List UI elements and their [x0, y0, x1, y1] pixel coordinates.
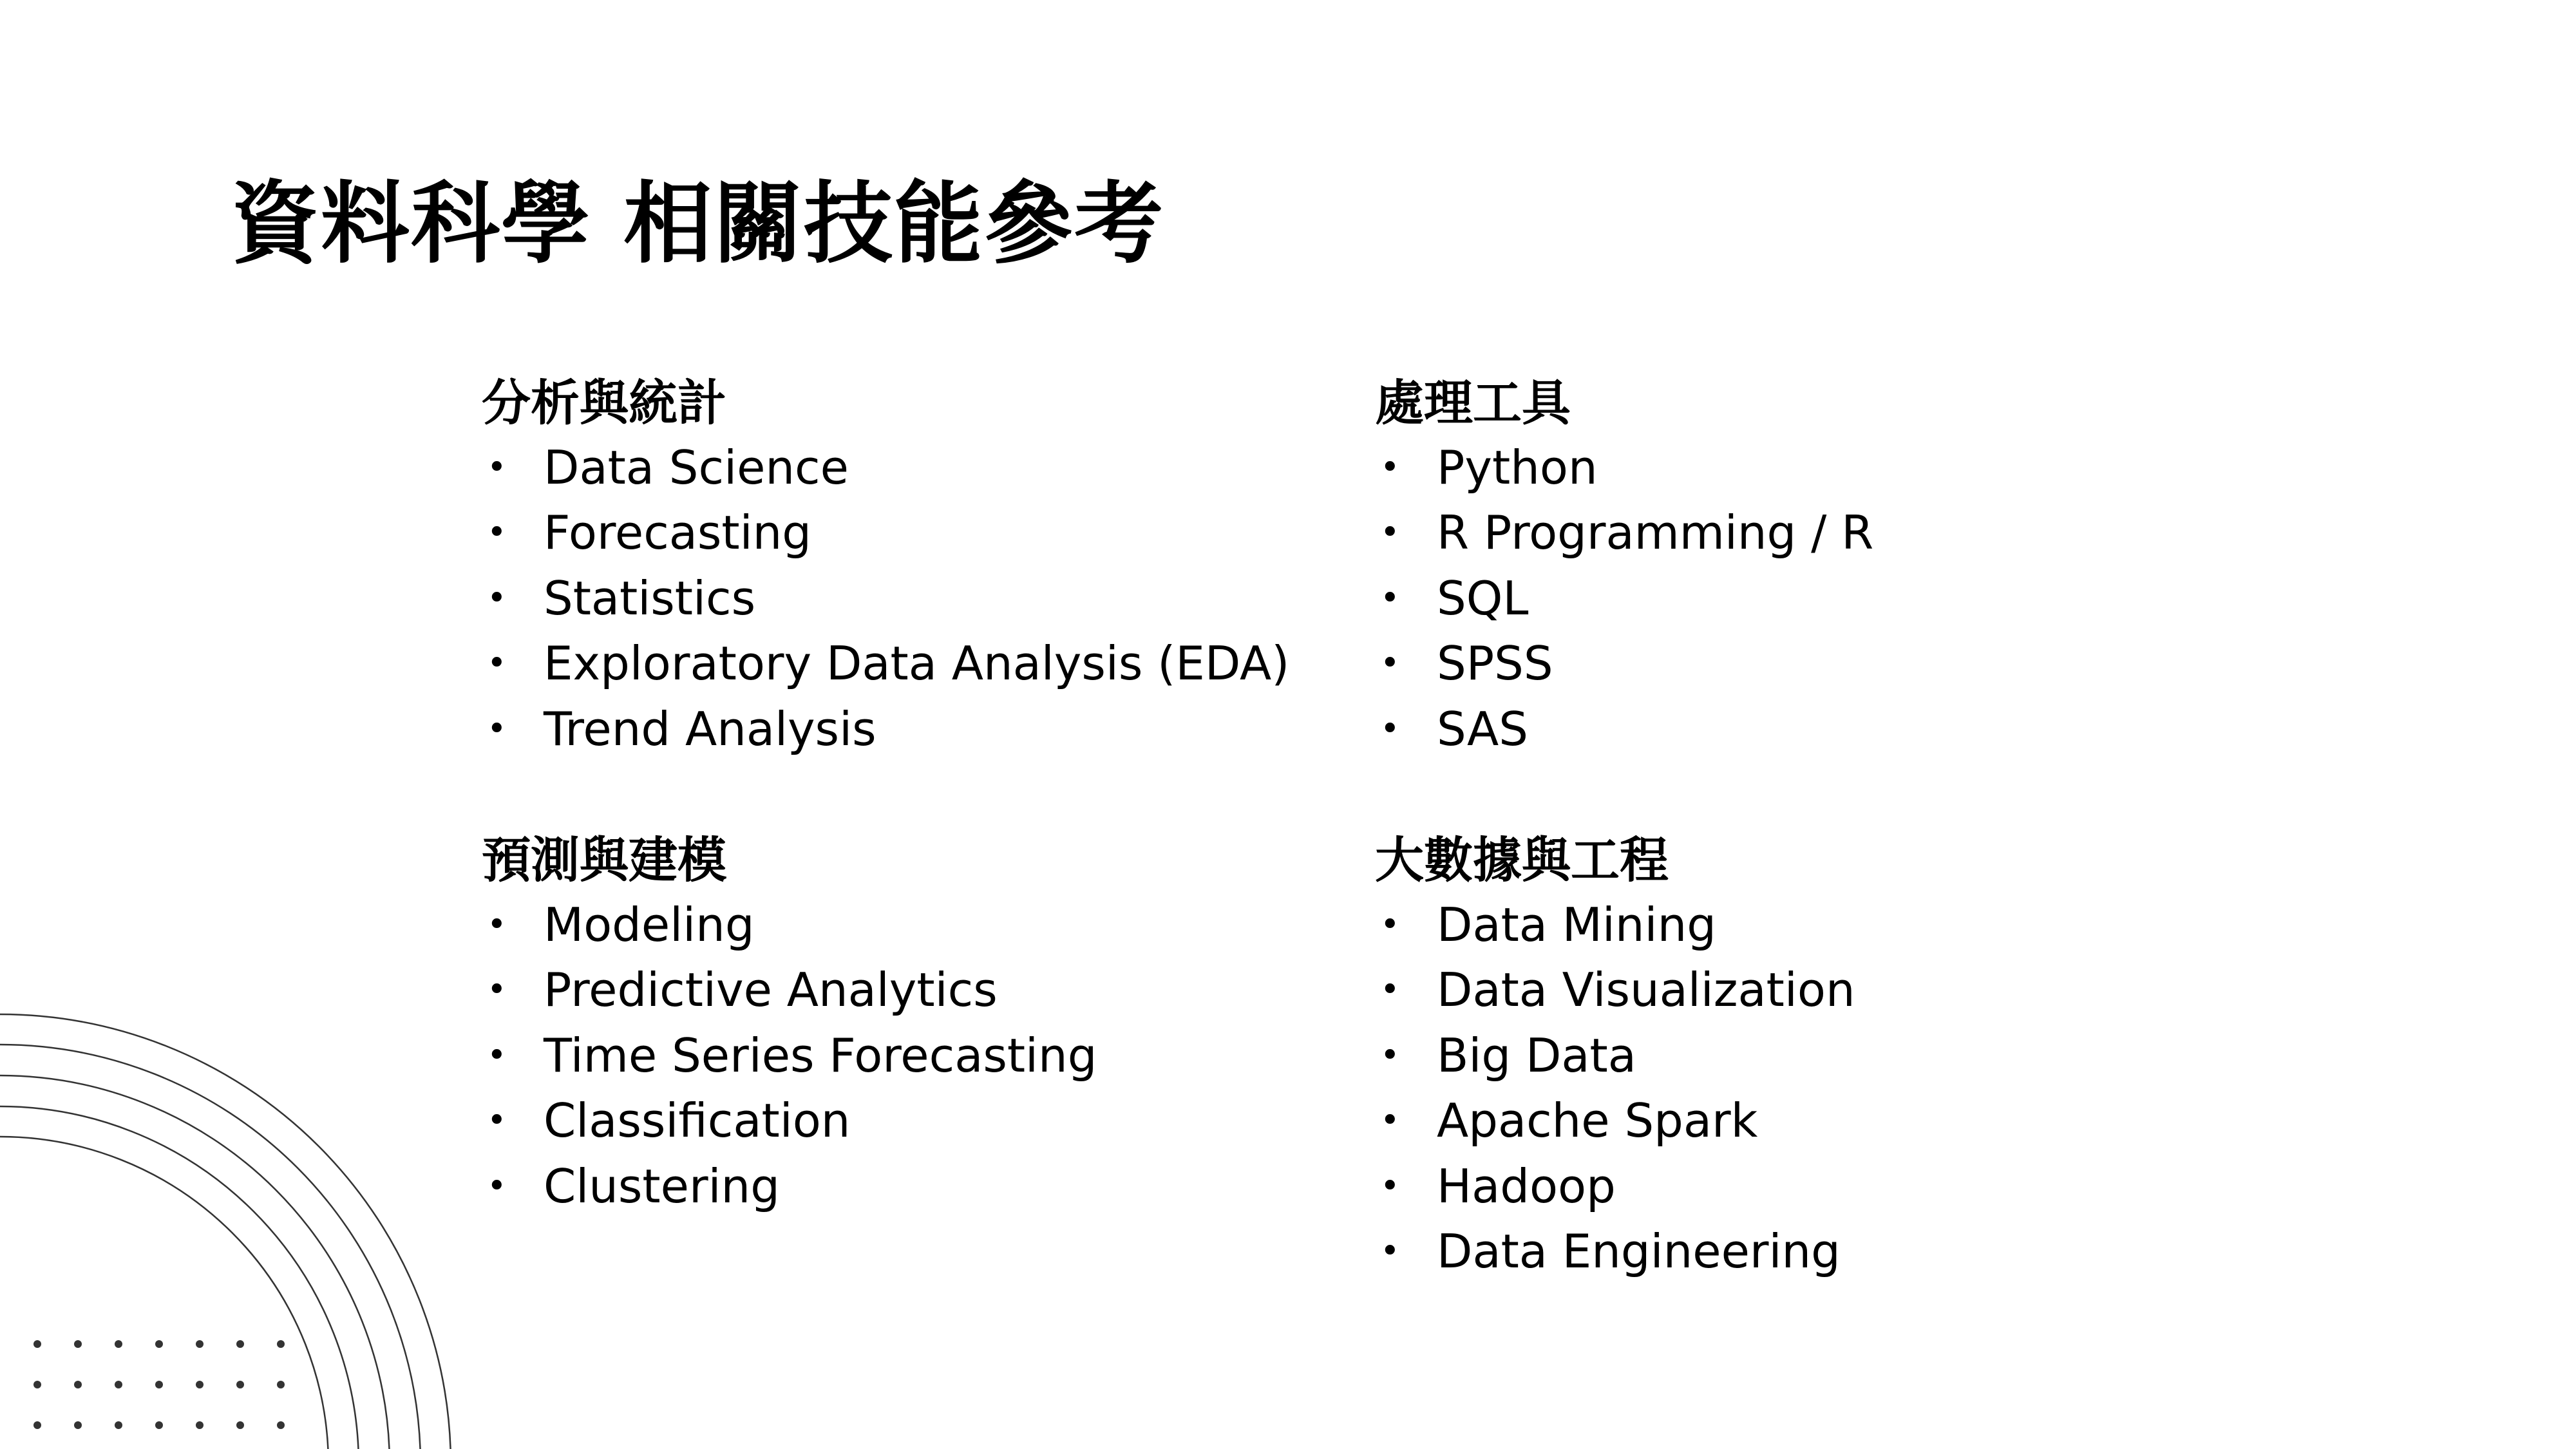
decorative-dot-grid — [33, 1340, 285, 1429]
decorative-dot — [277, 1381, 285, 1388]
skill-label: Trend Analysis — [544, 701, 876, 756]
list-item — [482, 697, 1289, 762]
decorative-dot — [33, 1421, 41, 1429]
list-item — [482, 1023, 1097, 1088]
decorative-dot — [196, 1381, 204, 1388]
bullet-icon: • — [1380, 513, 1400, 553]
skill-label: Big Data — [1437, 1028, 1636, 1083]
list-item — [482, 631, 1289, 696]
bullet-icon: • — [1380, 905, 1400, 944]
bullet-icon: • — [1380, 578, 1400, 618]
section-heading: 大數據與工程 — [1375, 831, 1669, 889]
decorative-dot — [277, 1340, 285, 1348]
bullet-icon: • — [1380, 1231, 1400, 1271]
skill-label: Python — [1437, 440, 1598, 495]
bullet-icon: • — [487, 448, 507, 487]
section-processing-tools — [1375, 371, 1873, 762]
bullet-icon: • — [487, 513, 507, 553]
skill-list — [1375, 435, 1873, 762]
section-heading: 處理工具 — [1375, 374, 1571, 431]
list-item — [1375, 958, 1855, 1023]
skill-list — [1375, 893, 1855, 1284]
decorative-dot — [115, 1381, 122, 1388]
decorative-dot — [74, 1421, 82, 1429]
list-item — [1375, 1219, 1855, 1284]
list-item — [482, 1154, 1097, 1219]
list-item — [1375, 435, 1873, 500]
list-item — [1375, 697, 1873, 762]
skill-label: SPSS — [1437, 636, 1553, 691]
list-item — [1375, 1154, 1855, 1219]
section-big-data-engineering — [1375, 828, 1855, 1284]
decorative-dot — [277, 1421, 285, 1429]
skill-label: SQL — [1437, 571, 1529, 625]
decorative-dot — [74, 1340, 82, 1348]
section-heading: 預測與建模 — [482, 831, 726, 889]
list-item — [482, 435, 1289, 500]
bullet-icon: • — [487, 644, 507, 683]
list-item — [482, 958, 1097, 1023]
decorative-dot — [236, 1381, 244, 1388]
list-item — [1375, 1088, 1855, 1153]
skill-label: Clustering — [544, 1159, 780, 1213]
list-item — [1375, 1023, 1855, 1088]
skill-label: Data Engineering — [1437, 1224, 1841, 1278]
bullet-icon: • — [1380, 448, 1400, 487]
list-item — [482, 893, 1097, 958]
skill-label: Forecasting — [544, 506, 812, 560]
section-heading: 分析與統計 — [482, 374, 726, 431]
section-prediction-modeling — [482, 828, 1097, 1219]
bullet-icon: • — [487, 709, 507, 748]
bullet-icon: • — [1380, 1036, 1400, 1075]
skill-label: R Programming / R — [1437, 506, 1874, 560]
bullet-icon: • — [1380, 1101, 1400, 1141]
decorative-dot — [33, 1340, 41, 1348]
list-item — [1375, 566, 1873, 631]
skill-label: Apache Spark — [1437, 1094, 1758, 1148]
list-item — [1375, 631, 1873, 696]
skill-label: SAS — [1437, 701, 1528, 756]
section-analysis-statistics — [482, 371, 1289, 762]
list-item — [482, 566, 1289, 631]
decorative-dot — [236, 1421, 244, 1429]
bullet-icon: • — [487, 1166, 507, 1206]
bullet-icon: • — [487, 578, 507, 618]
bullet-icon: • — [1380, 644, 1400, 683]
bullet-icon: • — [1380, 709, 1400, 748]
skill-label: Predictive Analytics — [544, 963, 998, 1018]
decorative-dot — [33, 1381, 41, 1388]
skill-list — [482, 893, 1097, 1219]
decorative-dot — [155, 1421, 163, 1429]
decorative-dot — [115, 1421, 122, 1429]
skill-label: Exploratory Data Analysis (EDA) — [544, 636, 1290, 691]
bullet-icon: • — [1380, 971, 1400, 1010]
decorative-dot — [155, 1340, 163, 1348]
skill-label: Statistics — [544, 571, 756, 625]
slide-title: 資料科學 相關技能參考 — [231, 172, 1165, 276]
decorative-dot — [155, 1381, 163, 1388]
decorative-dot — [196, 1421, 204, 1429]
skill-label: Data Science — [544, 440, 849, 495]
list-item — [482, 500, 1289, 565]
list-item — [482, 1088, 1097, 1153]
bullet-icon: • — [487, 905, 507, 944]
decorative-dot — [236, 1340, 244, 1348]
list-item — [1375, 893, 1855, 958]
bullet-icon: • — [487, 1101, 507, 1141]
skill-label: Data Mining — [1437, 898, 1716, 952]
decorative-dot — [74, 1381, 82, 1388]
skill-label: Modeling — [544, 898, 755, 952]
bullet-icon: • — [1380, 1166, 1400, 1206]
skill-label: Time Series Forecasting — [544, 1028, 1097, 1083]
skill-label: Data Visualization — [1437, 963, 1855, 1018]
bullet-icon: • — [487, 971, 507, 1010]
decorative-dot — [115, 1340, 122, 1348]
skill-label: Hadoop — [1437, 1159, 1616, 1213]
list-item — [1375, 500, 1873, 565]
bullet-icon: • — [487, 1036, 507, 1075]
skill-list — [482, 435, 1289, 762]
decorative-dot — [196, 1340, 204, 1348]
skill-label: Classification — [544, 1094, 851, 1148]
